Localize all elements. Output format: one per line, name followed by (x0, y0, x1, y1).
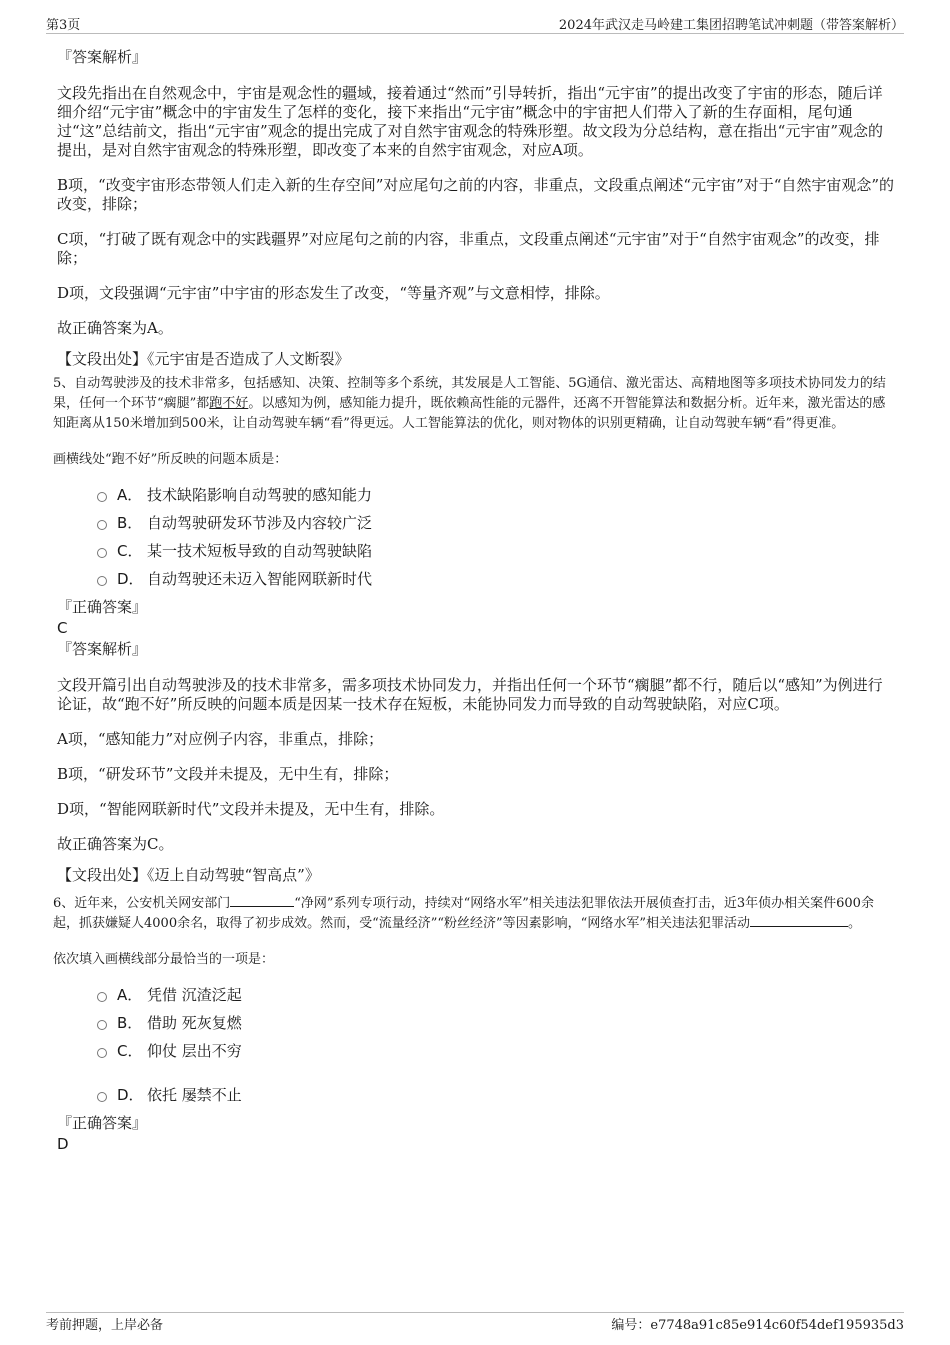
q6-blank-2 (750, 914, 848, 927)
q6-blank-1 (230, 894, 294, 907)
q5-prompt: 画横线处“跑不好”所反映的问题本质是： (53, 452, 288, 467)
document-title: 2024年武汉走马岭建工集团招聘笔试冲刺题（带答案解析） (558, 18, 904, 33)
q5-conclusion: 故正确答案为C。 (57, 835, 174, 853)
radio-icon[interactable] (97, 1048, 107, 1058)
q4-source: 【文段出处】《元宇宙是否造成了人文断裂》 (57, 350, 350, 368)
q5-option-c[interactable]: C． 某一技术短板导致的自动驾驶缺陷 (97, 536, 897, 564)
q5-analysis: 文段开篇引出自动驾驶涉及的技术非常多，需多项技术协同发力，并指出任何一个环节“瘸腿”都不行，随后以“感知”为例进行论证，故“跑不好”所反映的问题本质是因某一技术存在短板，未能协同发力而导致的自动驾驶缺陷，对应C项。 (57, 676, 883, 713)
q5-option-b-analysis: B项，“研发环节”文段并未提及，无中生有，排除； (57, 765, 399, 783)
radio-icon[interactable] (97, 576, 107, 586)
radio-icon[interactable] (97, 1020, 107, 1030)
radio-icon[interactable] (97, 548, 107, 558)
q5-option-b[interactable]: B． 自动驾驶研发环节涉及内容较广泛 (97, 508, 897, 536)
header-divider (46, 33, 904, 34)
q5-option-a-analysis: A项，“感知能力”对应例子内容，非重点，排除； (57, 730, 384, 748)
q6-option-c[interactable]: C． 仰仗 层出不穷 (97, 1036, 897, 1064)
q4-conclusion: 故正确答案为A。 (57, 319, 173, 337)
q5-option-d-analysis: D项，“智能网联新时代”文段并未提及，无中生有，排除。 (57, 800, 445, 818)
page-header (46, 14, 904, 34)
q6-answer-label: 『正确答案』 (57, 1114, 148, 1132)
document-body (53, 46, 897, 1154)
q6-options (97, 980, 897, 1108)
q4-option-b-analysis: B项，“改变宇宙形态带领人们走入新的生存空间”对应尾句之前的内容，非重点，文段重点阐述“元宇宙”对于“自然宇宙观念”的改变，排除； (57, 176, 895, 213)
q6-option-d[interactable]: D． 依托 屡禁不止 (97, 1080, 897, 1108)
q6-answer: D (57, 1135, 69, 1153)
q5-analysis-label: 『答案解析』 (57, 640, 148, 658)
radio-icon[interactable] (97, 492, 107, 502)
q5-source: 【文段出处】《迈上自动驾驶“智高点”》 (57, 866, 320, 884)
q4-analysis: 文段先指出在自然观念中，宇宙是观念性的疆域，接着通过“然而”引导转折，指出“元宇宙”的提出改变了宇宙的形态，随后详细介绍“元宇宙”概念中的宇宙发生了怎样的变化，接下来指出“元宇宙”概念中的宇宙把人们带入了新的生存面相，尾句通过“这”总结前文，指出“元宇宙”观念的提出完成了对自然宇宙观念的特殊形塑。故文段为分总结构，意在指出“元宇宙”观念的提出，是对自然宇宙观念的特殊形塑，即改变了本来的自然宇宙观念，对应A项。 (57, 84, 884, 159)
q5-stem: 5、自动驾驶涉及的技术非常多，包括感知、决策、控制等多个系统，其发展是人工智能、5G通信、激光雷达、高精地图等多项技术协同发力的结果，任何一个环节“瘸腿”都跑不好。以感知为例，感知能力提升，既依赖高性能的元器件，还离不开智能算法和数据分析。近年来，激光雷达的感知距离从150米增加到500米，让自动驾驶车辆“看”得更远。人工智能算法的优化，则对物体的识别更精确，让自动驾驶车辆“看”得更准。 (53, 376, 886, 431)
page-footer (46, 1314, 904, 1334)
q4-option-d-analysis: D项，文段强调“元宇宙”中宇宙的形态发生了改变，“等量齐观”与文意相悖，排除。 (57, 284, 610, 302)
q4-analysis-label: 『答案解析』 (57, 48, 148, 66)
radio-icon[interactable] (97, 1092, 107, 1102)
q5-answer: C (57, 619, 68, 637)
q6-stem: 6、近年来，公安机关网安部门 “净网”系列专项行动，持续对“网络水军”相关违法犯罪依法开展侦查打击，近3年侦办相关案件600余起，抓获嫌疑人4000余名，取得了初步成效。然而，受“流量经济”“粉丝经济”等因素影响，“网络水军”相关违法犯罪活动 。 (53, 896, 874, 931)
q6-prompt: 依次填入画横线部分最恰当的一项是： (53, 952, 275, 967)
q5-answer-label: 『正确答案』 (57, 598, 148, 616)
q5-option-d[interactable]: D． 自动驾驶还未迈入智能网联新时代 (97, 564, 897, 592)
footer-divider (46, 1312, 904, 1313)
q6-option-b[interactable]: B． 借助 死灰复燃 (97, 1008, 897, 1036)
q5-underlined-phrase: 跑不好 (209, 396, 249, 411)
page-number: 第3页 (46, 18, 81, 33)
radio-icon[interactable] (97, 992, 107, 1002)
radio-icon[interactable] (97, 520, 107, 530)
q4-option-c-analysis: C项，“打破了既有观念中的实践疆界”对应尾句之前的内容，非重点，文段重点阐述“元宇宙”对于“自然宇宙观念”的改变，排除； (57, 230, 880, 267)
q5-option-a[interactable]: A． 技术缺陷影响自动驾驶的感知能力 (97, 480, 897, 508)
document-code: 编号：e7748a91c85e914c60f54def195935d3 (611, 1318, 904, 1333)
q5-options (97, 480, 897, 592)
q6-option-a[interactable]: A． 凭借 沉渣泛起 (97, 980, 897, 1008)
footer-slogan: 考前押题，上岸必备 (46, 1318, 164, 1333)
